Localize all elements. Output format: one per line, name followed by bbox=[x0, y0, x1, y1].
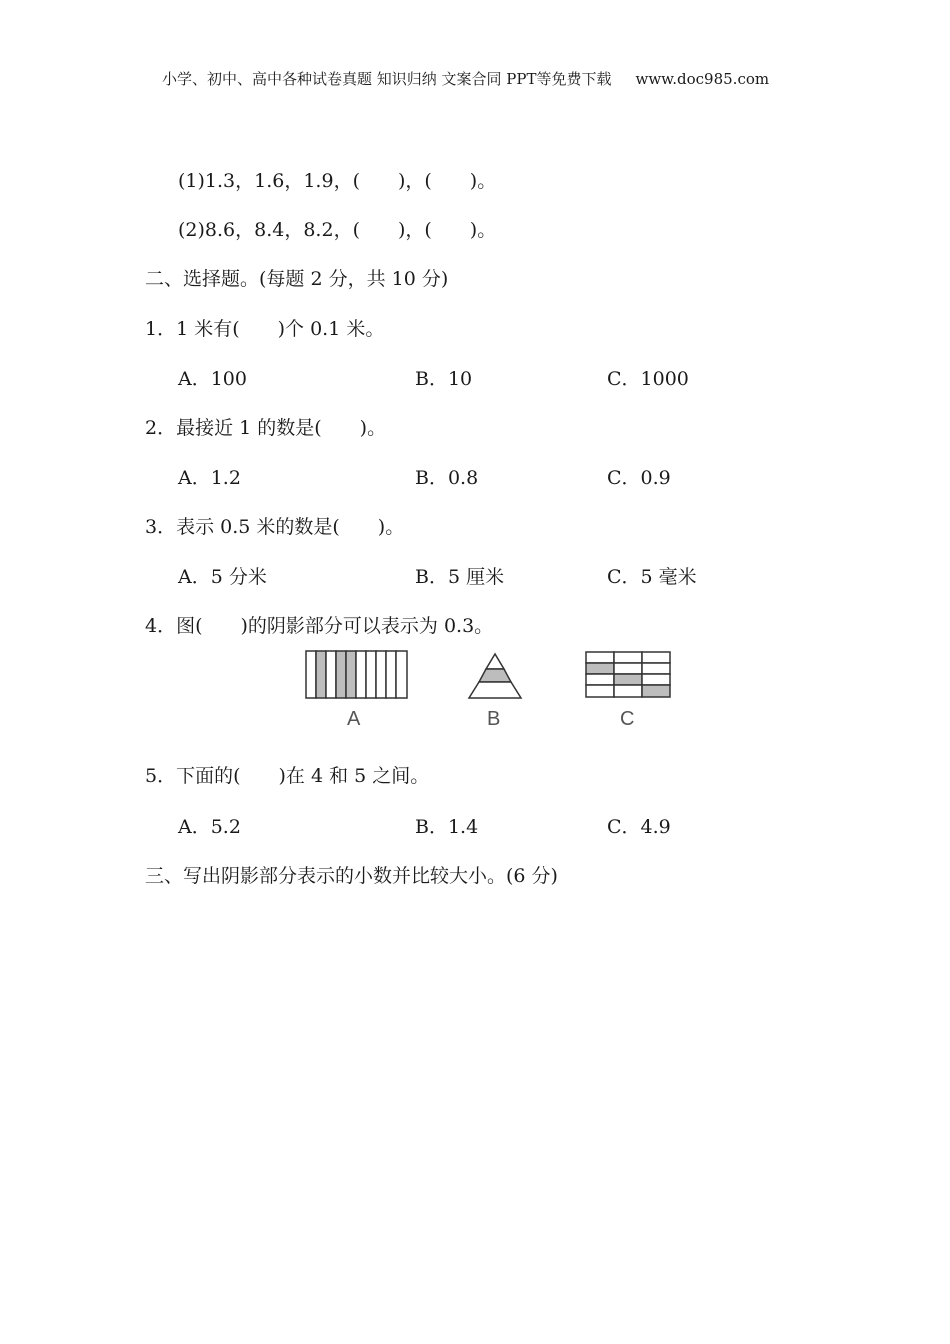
figure-b bbox=[466, 652, 524, 700]
section-3-title: 三、写出阴影部分表示的小数并比较大小。(6 分) bbox=[145, 865, 558, 887]
fill-question-2: (2)8.6，8.4，8.2，( )，( )。 bbox=[178, 219, 497, 241]
figure-c-cell-shaded bbox=[614, 674, 642, 685]
page-header bbox=[162, 68, 769, 89]
figure-c-cell bbox=[642, 663, 670, 674]
figure-a-strip bbox=[386, 651, 396, 698]
figure-a-strip bbox=[306, 651, 316, 698]
section-2-title: 二、选择题。(每题 2 分，共 10 分) bbox=[145, 268, 449, 290]
figure-a-strip-shaded bbox=[346, 651, 356, 698]
question-3-stem: 3．表示 0.5 米的数是( )。 bbox=[145, 516, 405, 538]
figure-c-cell-shaded bbox=[642, 685, 670, 697]
question-3-option-c: C．5 毫米 bbox=[607, 566, 697, 588]
figure-c-cell-shaded bbox=[586, 663, 614, 674]
question-1-option-a: A．100 bbox=[178, 368, 247, 390]
header-url: www.doc985.com bbox=[635, 70, 770, 88]
figure-a-strip bbox=[356, 651, 366, 698]
figure-a bbox=[305, 650, 409, 700]
figure-a-label: A bbox=[347, 708, 361, 730]
question-1-option-c: C．1000 bbox=[607, 368, 689, 390]
question-2-option-b: B．0.8 bbox=[415, 467, 479, 489]
figure-c-cell bbox=[586, 652, 614, 663]
fill-question-1: (1)1.3，1.6，1.9，( )，( )。 bbox=[178, 170, 497, 192]
question-5-option-a: A．5.2 bbox=[178, 816, 241, 838]
question-3-option-a: A．5 分米 bbox=[178, 566, 267, 588]
header-text: 小学、初中、高中各种试卷真题 知识归纳 文案合同 PPT等免费下载 bbox=[162, 70, 612, 88]
figure-a-strip bbox=[396, 651, 407, 698]
question-5-stem: 5．下面的( )在 4 和 5 之间。 bbox=[145, 765, 430, 787]
question-4-stem: 4．图( )的阴影部分可以表示为 0.3。 bbox=[145, 615, 494, 637]
question-3-option-b: B．5 厘米 bbox=[415, 566, 505, 588]
figure-c-cell bbox=[614, 652, 642, 663]
figure-b-label: B bbox=[487, 708, 501, 730]
figure-c-cell bbox=[586, 674, 614, 685]
figure-b-top-band bbox=[486, 654, 504, 669]
figure-c-label: C bbox=[620, 708, 635, 730]
figure-a-strip-shaded bbox=[336, 651, 346, 698]
figure-c-cell bbox=[614, 663, 642, 674]
question-2-option-a: A．1.2 bbox=[178, 467, 241, 489]
figure-c-cell bbox=[586, 685, 614, 697]
question-2-stem: 2．最接近 1 的数是( )。 bbox=[145, 417, 387, 439]
figure-b-middle-band-shaded bbox=[479, 669, 511, 682]
question-5-option-b: B．1.4 bbox=[415, 816, 479, 838]
question-1-option-b: B．10 bbox=[415, 368, 473, 390]
figure-a-strip-shaded bbox=[316, 651, 326, 698]
figure-b-bottom-band bbox=[469, 682, 521, 698]
figure-a-strip bbox=[326, 651, 336, 698]
figure-c-cell bbox=[614, 685, 642, 697]
question-2-option-c: C．0.9 bbox=[607, 467, 671, 489]
question-5-option-c: C．4.9 bbox=[607, 816, 671, 838]
figure-c-cell bbox=[642, 652, 670, 663]
figure-c-cell bbox=[642, 674, 670, 685]
figure-c bbox=[585, 651, 671, 699]
figure-a-strip bbox=[376, 651, 386, 698]
figure-a-strip bbox=[366, 651, 376, 698]
question-1-stem: 1．1 米有( )个 0.1 米。 bbox=[145, 318, 385, 340]
